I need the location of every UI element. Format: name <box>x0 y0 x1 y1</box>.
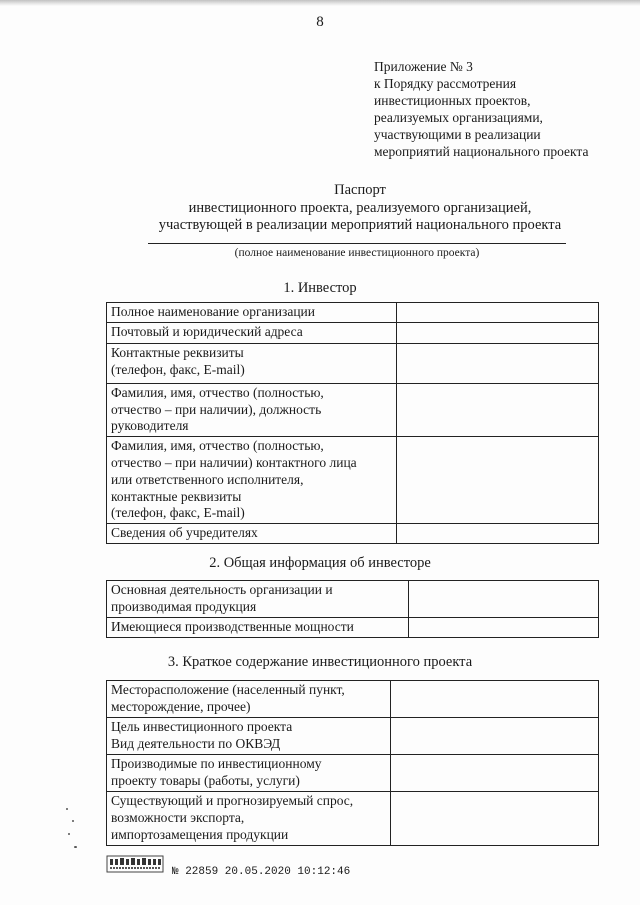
section-title-general-info: 2. Общая информация об инвесторе <box>209 555 431 571</box>
page-number: 8 <box>316 14 324 30</box>
project-summary-table <box>106 680 599 846</box>
appendix-line: мероприятий национального проекта <box>374 144 589 159</box>
appendix-block <box>374 58 640 160</box>
row-label: Фамилия, имя, отчество (полностью, отчество – при наличии), должность руководителя <box>107 383 397 436</box>
appendix-line: к Порядку рассмотрения <box>374 76 517 91</box>
row-label: Полное наименование организации <box>107 303 397 323</box>
table-row <box>107 617 599 637</box>
table-row <box>107 303 599 323</box>
title-line: участвующей в реализации мероприятий национального проекта <box>158 217 562 233</box>
row-value-cell <box>397 437 599 524</box>
document-title <box>60 182 640 235</box>
table-row <box>107 792 599 846</box>
table-row <box>107 755 599 792</box>
appendix-line: инвестиционных проектов, <box>374 93 531 108</box>
row-value-cell <box>397 322 599 343</box>
government-stamp-icon <box>106 855 164 873</box>
section-title-investor: 1. Инвестор <box>283 280 357 296</box>
table-row <box>107 437 599 524</box>
table-row <box>107 718 599 755</box>
row-label: Имеющиеся производственные мощности <box>107 617 409 637</box>
row-label: Месторасположение (населенный пункт, месторождение, прочее) <box>107 681 391 718</box>
row-label: Почтовый и юридический адреса <box>107 322 397 343</box>
appendix-line: Приложение № 3 <box>374 59 473 74</box>
table-row <box>107 524 599 544</box>
investor-table <box>106 302 599 544</box>
row-value-cell <box>391 718 599 755</box>
row-value-cell <box>409 617 599 637</box>
row-value-cell <box>397 303 599 323</box>
scan-edge-artifact <box>0 0 640 6</box>
row-value-cell <box>391 755 599 792</box>
row-value-cell <box>397 524 599 544</box>
table-row <box>107 581 599 618</box>
row-label: Существующий и прогнозируемый спрос, возможности экспорта, импортозамещения продукции <box>107 792 391 846</box>
row-label: Основная деятельность организации и производимая продукция <box>107 581 409 618</box>
scan-speck <box>74 846 77 848</box>
row-label: Производимые по инвестиционному проекту товары (работы, услуги) <box>107 755 391 792</box>
row-value-cell <box>397 383 599 436</box>
general-info-table <box>106 580 599 638</box>
project-name-blank-line <box>148 243 566 244</box>
appendix-line: участвующими в реализации <box>374 127 541 142</box>
table-row <box>107 322 599 343</box>
document-registration-id: № 22859 20.05.2020 10:12:46 <box>172 866 351 878</box>
row-label: Контактные реквизиты (телефон, факс, E-mail) <box>107 343 397 383</box>
table-row <box>107 383 599 436</box>
row-value-cell <box>397 343 599 383</box>
row-value-cell <box>391 792 599 846</box>
table-row <box>107 681 599 718</box>
title-line: инвестиционного проекта, реализуемого организацией, <box>188 199 532 216</box>
row-label: Сведения об учредителях <box>107 524 397 544</box>
scan-speck <box>68 833 70 835</box>
section-title-project-summary: 3. Краткое содержание инвестиционного проекта <box>167 654 473 670</box>
table-row <box>107 343 599 383</box>
title-line: Паспорт <box>334 182 386 198</box>
scan-speck <box>66 808 68 810</box>
scan-speck <box>72 820 74 822</box>
row-label: Цель инвестиционного проекта Вид деятельности по ОКВЭД <box>107 718 391 755</box>
row-label: Фамилия, имя, отчество (полностью, отчество – при наличии) контактного лица или ответственного исполнителя, контактные реквизиты (телефон, факс, E-mail) <box>107 437 397 524</box>
project-name-caption: (полное наименование инвестиционного проекта) <box>234 247 480 259</box>
appendix-line: реализуемых организациями, <box>374 110 543 125</box>
row-value-cell <box>391 681 599 718</box>
row-value-cell <box>409 581 599 618</box>
